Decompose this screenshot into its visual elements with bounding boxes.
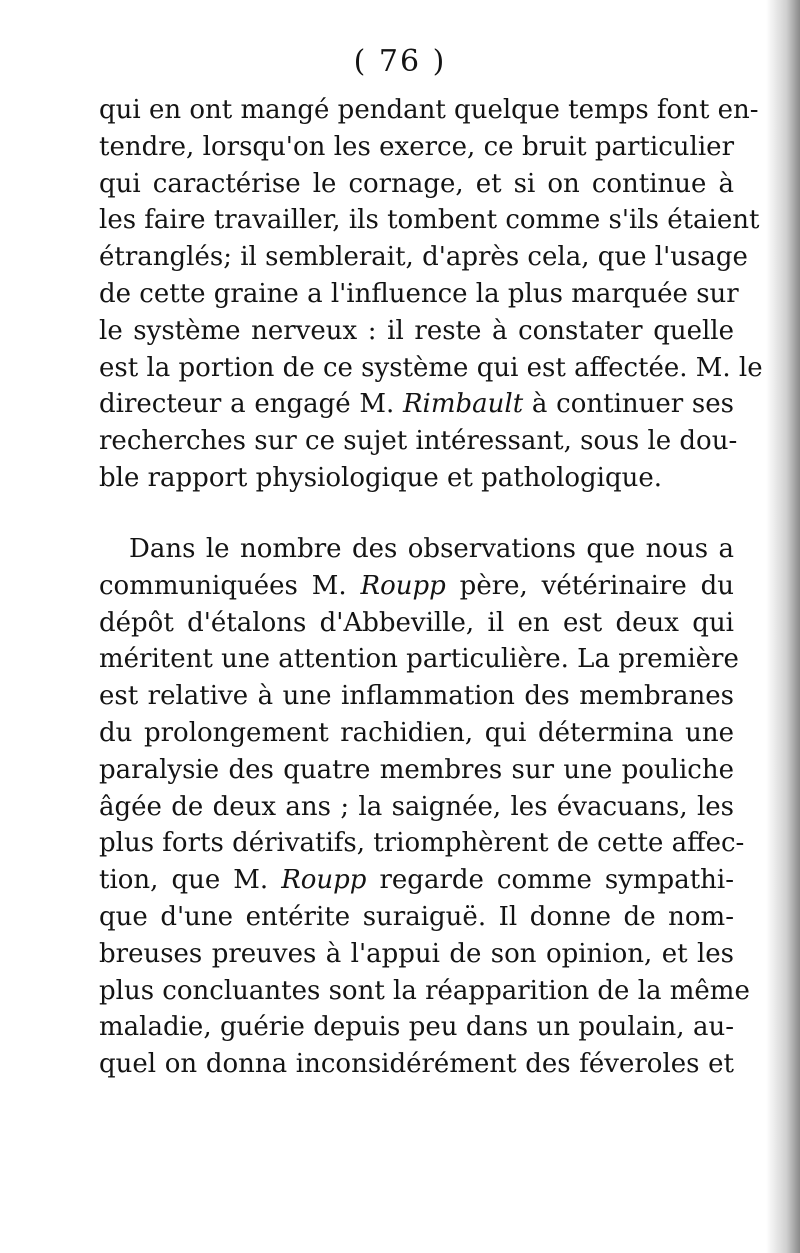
text-line: le système nerveux : il reste à constater quelle	[99, 315, 734, 346]
text-line	[99, 386, 734, 423]
text-line	[99, 862, 734, 899]
paragraph-1	[99, 92, 763, 497]
text-run: tion, que M.	[99, 865, 282, 896]
text-line: qui en ont mangé pendant quelque temps font en-	[99, 95, 759, 125]
text-line: breuses preuves à l'appui de son opinion, et les	[99, 938, 734, 969]
text-line: Dans le nombre des observations que nous a	[129, 534, 734, 564]
text-line: maladie, guérie depuis peu dans un poulain, au-	[99, 1012, 734, 1043]
text-line: dépôt d'étalons d'Abbeville, il en est deux qui	[99, 607, 734, 638]
text-line: que d'une entérite suraiguë. Il donne de nom-	[99, 901, 734, 932]
text-line: recherches sur ce sujet intéressant, sous le dou-	[99, 426, 738, 457]
text-line: paralysie des quatre membres sur une pouliche	[99, 754, 734, 785]
text-line: quel on donna inconsidérément des féveroles et	[99, 1049, 734, 1080]
text-line: âgée de deux ans ; la saignée, les évacuans, les	[99, 791, 734, 822]
text-line: ble rapport physiologique et pathologique.	[99, 462, 663, 493]
text-run: à continuer ses	[523, 389, 734, 420]
text-run: communiquées M.	[99, 570, 361, 601]
text-line: qui caractérise le cornage, et si on continue à	[99, 168, 734, 199]
italic-name-rimbault: Rimbault	[402, 389, 524, 420]
paragraph-2	[99, 531, 750, 1083]
page-gutter-shadow	[766, 0, 800, 1253]
text-line	[99, 568, 734, 605]
text-line: méritent une attention particulière. La première	[99, 644, 739, 675]
text-run: directeur a engagé M.	[99, 389, 403, 420]
text-line: de cette graine a l'influence la plus marquée sur	[99, 278, 739, 309]
text-line: est la portion de ce système qui est affectée. M. le	[99, 352, 763, 383]
text-line: plus forts dérivatifs, triomphèrent de cette affec-	[99, 828, 745, 859]
italic-name-roupp: Roupp	[281, 865, 367, 896]
page-number: ( 76 )	[353, 44, 447, 79]
text-line: plus concluantes sont la réapparition de la même	[99, 975, 750, 1006]
text-line: du prolongement rachidien, qui détermina une	[99, 717, 734, 748]
italic-name-roupp: Roupp	[360, 570, 446, 601]
text-line: étranglés; il semblerait, d'après cela, que l'usage	[99, 242, 748, 273]
text-run: regarde comme sympathi-	[366, 865, 734, 896]
text-line: tendre, lorsqu'on les exerce, ce bruit particulier	[99, 131, 734, 162]
text-line: est relative à une inflammation des membranes	[99, 681, 734, 712]
text-line: les faire travailler, ils tombent comme s'ils étaient	[99, 205, 760, 236]
text-run: père, vétérinaire du	[445, 570, 734, 601]
